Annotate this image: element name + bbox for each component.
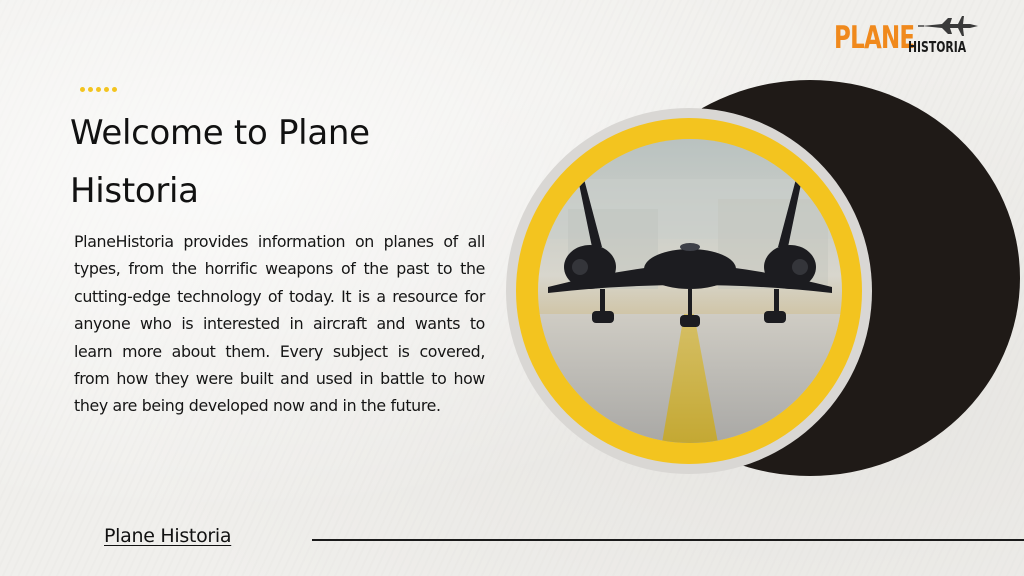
dot (88, 87, 93, 92)
decorative-dots (80, 87, 117, 92)
footer-link-plane-historia[interactable]: Plane Historia (104, 525, 232, 547)
fighter-jet-icon (918, 12, 982, 40)
brand-logo[interactable] (834, 12, 984, 60)
page-title: Welcome to Plane Historia (70, 113, 370, 211)
dot (80, 87, 85, 92)
dot (96, 87, 101, 92)
aircraft-photo (538, 139, 842, 443)
dot (104, 87, 109, 92)
logo-word-historia: HISTORIA (908, 38, 967, 56)
logo-word-plane: PLANE (834, 20, 915, 56)
dot (112, 87, 117, 92)
footer-divider (312, 539, 1024, 541)
intro-paragraph: PlaneHistoria provides information on planes of all types, from the horrific weapons of the past to the cutting-edge technology of today. It is a resource for anyone who is interested in aircraft and wants to learn more about them. Every subject is covered, from how they were built and used in battle to how they are being developed now and in the future. (74, 232, 485, 416)
